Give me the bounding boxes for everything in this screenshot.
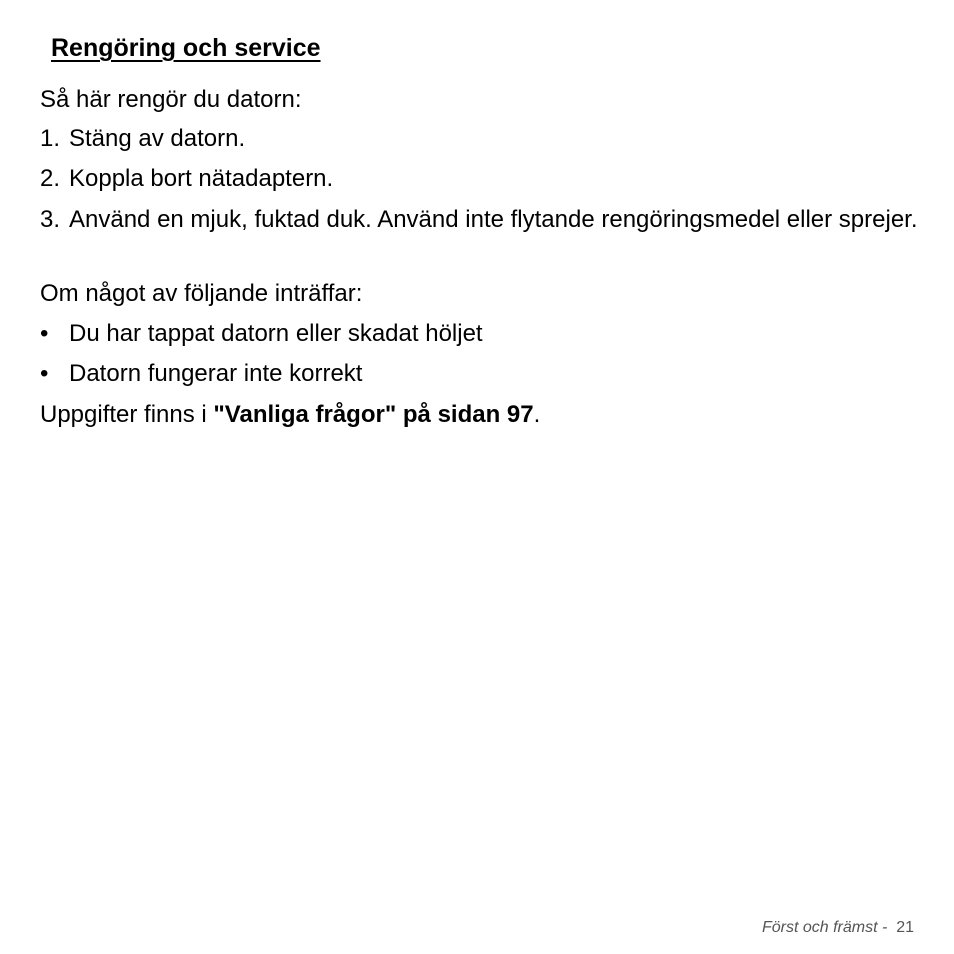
faq-page-link[interactable]: "Vanliga frågor" på sidan 97 xyxy=(213,401,534,428)
step-text: Använd en mjuk, fuktad duk. Använd inte flytande rengöringsmedel eller sprejer. xyxy=(69,206,918,233)
footer-section-title: Först och främst - xyxy=(761,919,897,936)
bullet-marker: • xyxy=(40,320,49,347)
bullet-text: Du har tappat datorn eller skadat höljet xyxy=(69,320,483,347)
reference-suffix: . xyxy=(533,401,541,428)
step-number: 1. xyxy=(40,125,61,152)
reference-text xyxy=(40,399,540,431)
reference-prefix: Uppgifter finns i xyxy=(40,401,214,428)
page-number: 21 xyxy=(896,919,914,936)
bullet-text: Datorn fungerar inte korrekt xyxy=(69,360,363,387)
step-text: Koppla bort nätadaptern. xyxy=(69,165,334,192)
condition-intro-text: Om något av följande inträffar: xyxy=(40,280,363,307)
step-number: 2. xyxy=(40,165,61,192)
bullet-marker: • xyxy=(40,360,49,387)
page-footer xyxy=(762,918,914,938)
intro-text: Så här rengör du datorn: xyxy=(40,86,302,113)
step-text: Stäng av datorn. xyxy=(69,125,246,152)
section-heading: Rengöring och service xyxy=(51,34,321,62)
step-number: 3. xyxy=(40,206,61,233)
